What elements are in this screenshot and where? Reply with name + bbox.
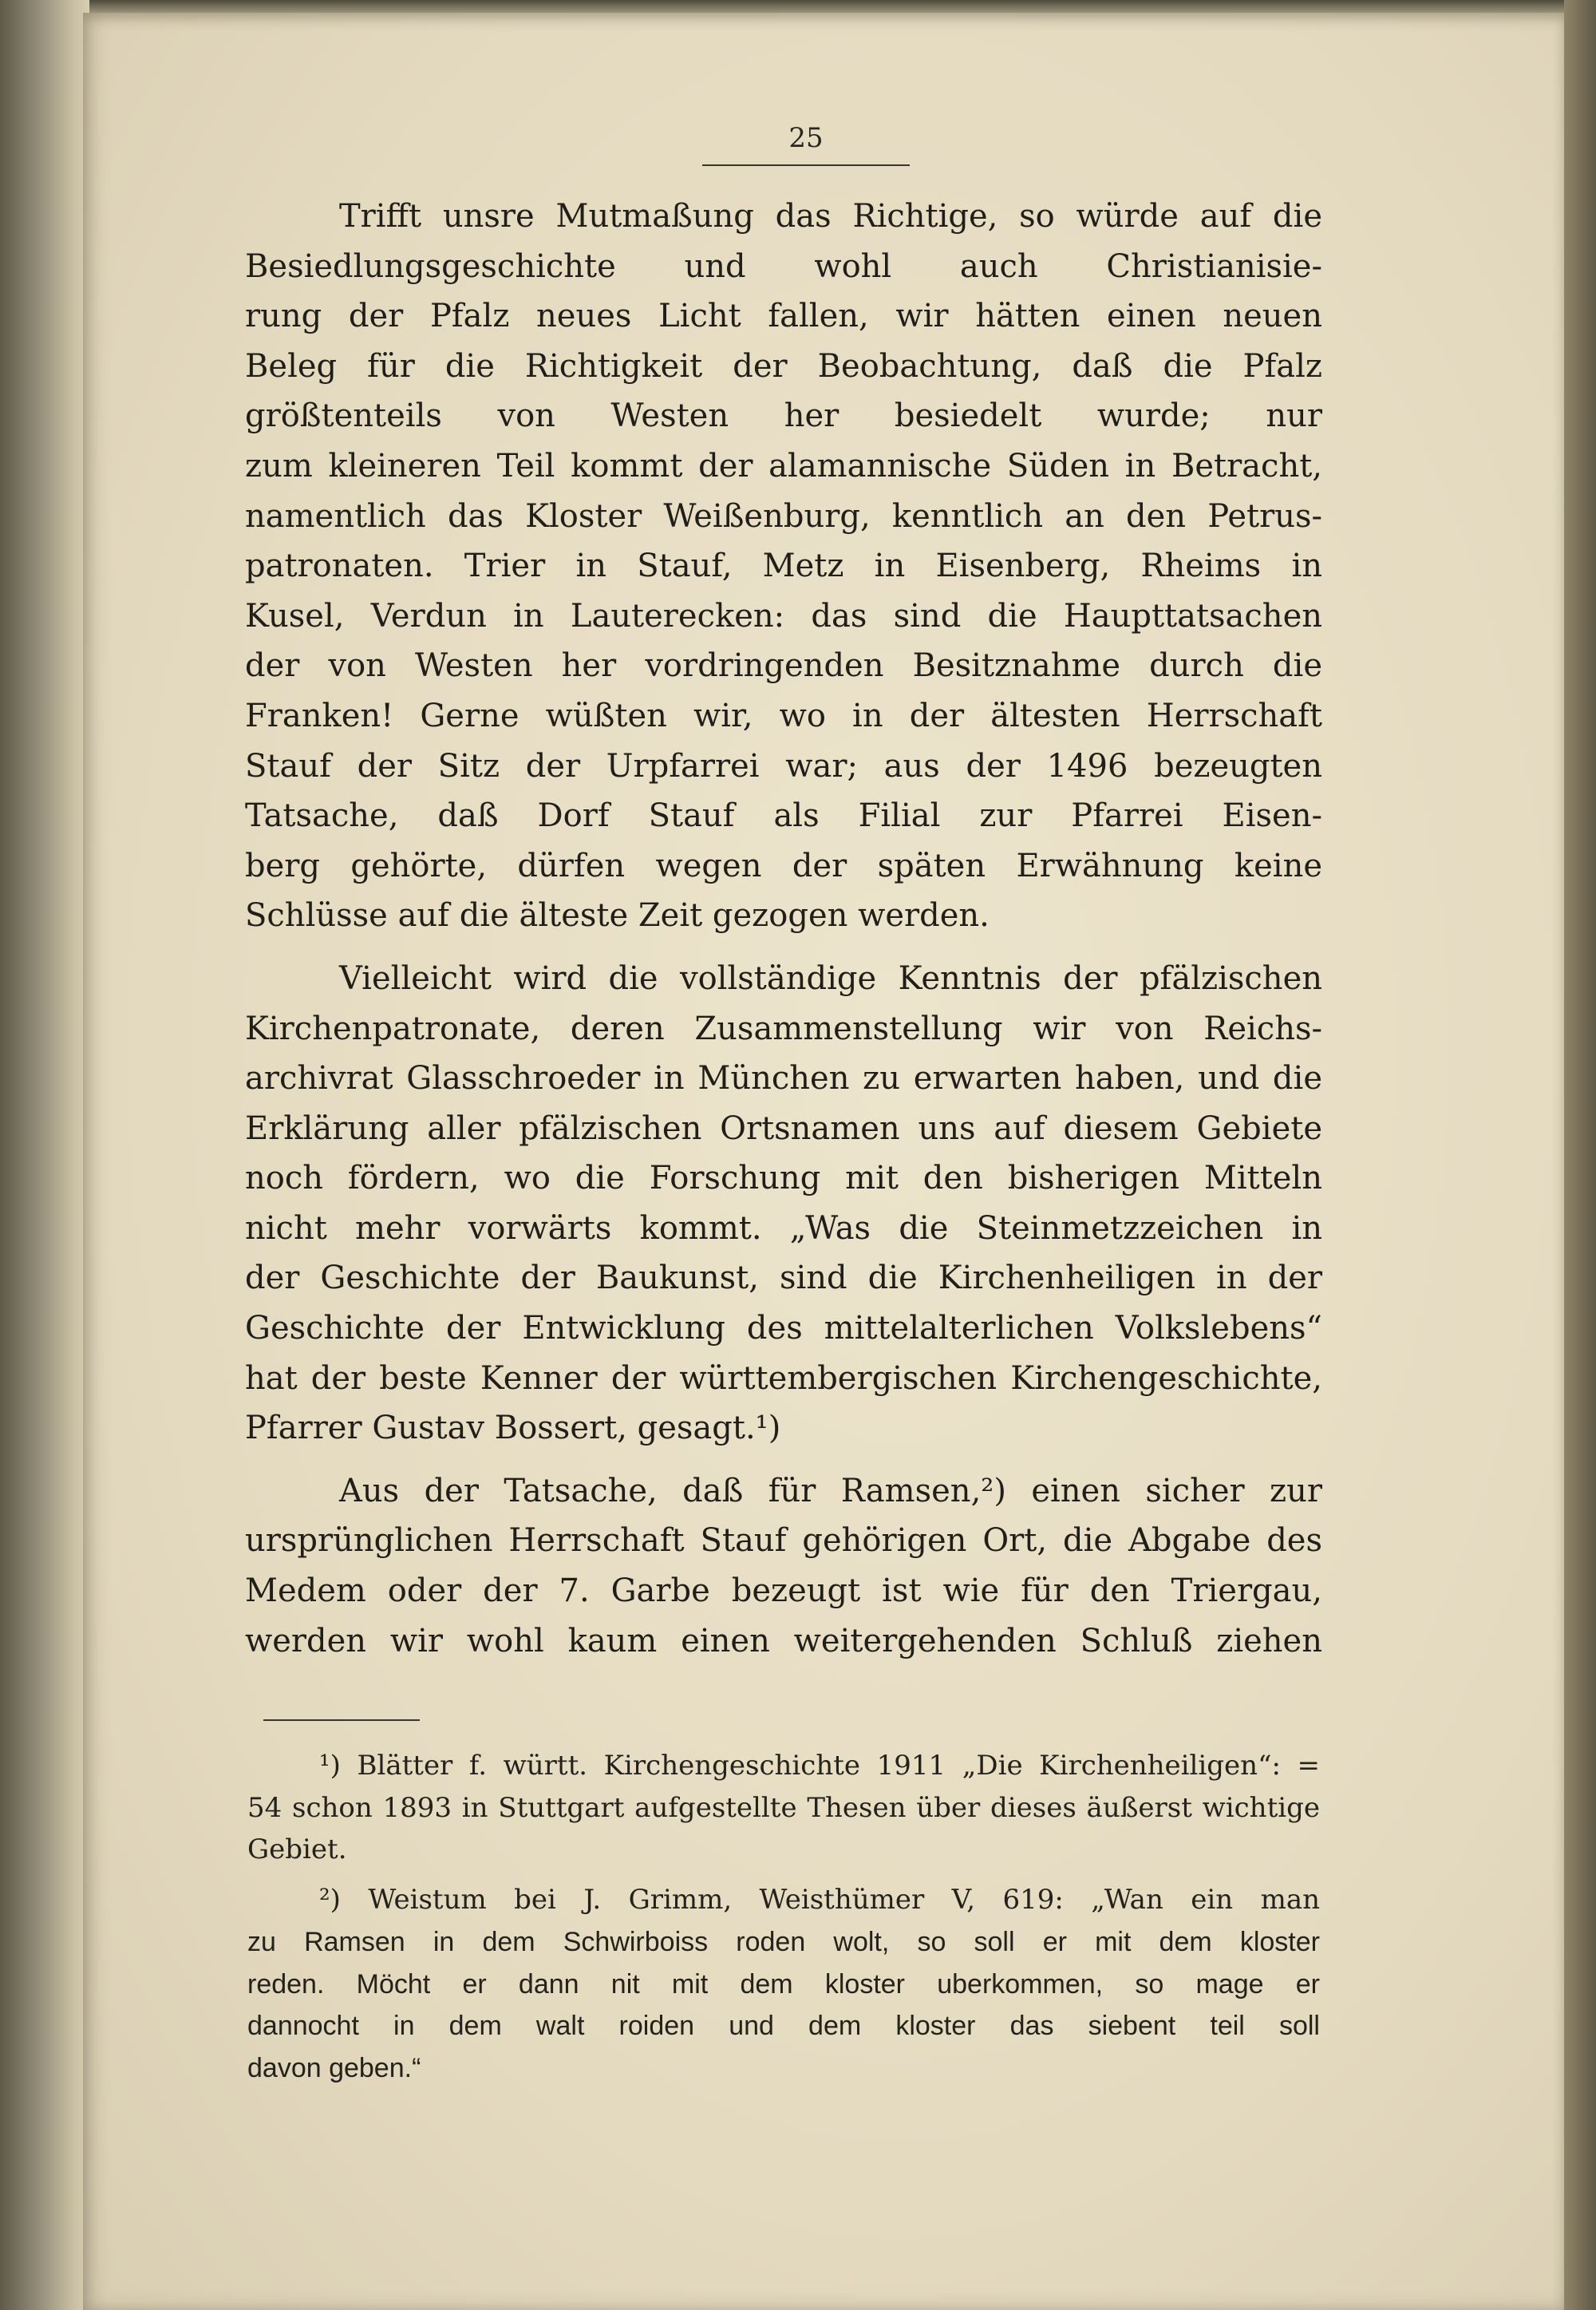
footnote-line: ²) Weistum bei J. Grimm, Weisthümer V, 619: „Wan ein man (319, 1884, 1320, 1916)
text-line: Tatsache, daß Dorf Stauf als Filial zur Pfarrei Eisen- (245, 797, 1322, 835)
text-line: Schlüsse auf die älteste Zeit gezogen werden. (245, 897, 990, 935)
paragraph-1 (245, 192, 1322, 941)
text-line: patronaten. Trier in Stauf, Metz in Eisenberg, Rheims in (245, 548, 1322, 585)
footnote-line: zu Ramsen in dem Schwirboiss roden wolt, so soll er mit dem kloster (247, 1926, 1320, 1957)
footnote-line: 54 schon 1893 in Stuttgart aufgestellte Thesen über dieses äußerst wichtige (247, 1791, 1320, 1824)
text-line: Kusel, Verdun in Lauterecken: das sind die Haupttatsachen (245, 597, 1322, 635)
text-line: Franken! Gerne wüßten wir, wo in der ältesten Herrschaft (245, 697, 1322, 734)
text-line: Trifft unsre Mutmaßung das Richtige, so würde auf die (339, 198, 1322, 235)
text-line: der Geschichte der Baukunst, sind die Kirchenheiligen in der (245, 1260, 1322, 1297)
text-line: nicht mehr vorwärts kommt. „Was die Steinmetzzeichen in (245, 1209, 1322, 1247)
text-line: ursprünglichen Herrschaft Stauf gehörigen Ort, die Abgabe des (245, 1522, 1322, 1560)
text-line: Pfarrer Gustav Bossert, gesagt.¹) (245, 1410, 781, 1447)
text-line: Kirchenpatronate, deren Zusammenstellung wir von Reichs- (245, 1010, 1322, 1047)
paragraph-3 (245, 1466, 1322, 1666)
text-line: rung der Pfalz neues Licht fallen, wir hätten einen neuen (245, 298, 1322, 335)
paragraph-2 (245, 954, 1322, 1454)
footnote-2 (247, 1879, 1320, 2090)
text-line: Aus der Tatsache, daß für Ramsen,²) einen sicher zur (339, 1472, 1322, 1509)
footnote-divider (263, 1719, 420, 1721)
text-line: hat der beste Kenner der württembergischen Kirchengeschichte, (245, 1359, 1322, 1397)
footnote-line: dannocht in dem walt roiden und dem kloster das siebent teil soll (247, 2011, 1320, 2042)
footnotes (247, 1745, 1320, 2098)
footnote-1 (247, 1745, 1320, 1871)
text-line: Besiedlungsgeschichte und wohl auch Christianisie- (245, 247, 1322, 285)
binding-edge (0, 0, 89, 2310)
footnote-line: ¹) Blätter f. württ. Kirchengeschichte 1911 „Die Kirchenheiligen“: = (319, 1750, 1320, 1782)
text-line: noch fördern, wo die Forschung mit den bisherigen Mitteln (245, 1160, 1322, 1197)
text-line: größtenteils von Westen her besiedelt wurde; nur (245, 398, 1322, 435)
text-line: archivrat Glasschroeder in München zu erwarten haben, und die (245, 1060, 1322, 1098)
text-line: Erklärung aller pfälzischen Ortsnamen uns auf diesem Gebiete (245, 1110, 1322, 1147)
text-line: der von Westen her vordringenden Besitznahme durch die (245, 647, 1322, 685)
text-line: zum kleineren Teil kommt der alamannische Süden in Betracht, (245, 447, 1322, 485)
text-line: Medem oder der 7. Garbe bezeugt ist wie für den Triergau, (245, 1572, 1322, 1610)
main-text (245, 192, 1322, 1666)
text-line: berg gehörte, dürfen wegen der späten Erwähnung keine (245, 847, 1322, 884)
footnote-line: davon geben.“ (247, 2052, 421, 2083)
text-line: Stauf der Sitz der Urpfarrei war; aus der 1496 bezeugten (245, 747, 1322, 785)
text-line: Geschichte der Entwicklung des mittelalterlichen Volkslebens“ (245, 1310, 1322, 1347)
text-line: namentlich das Kloster Weißenburg, kenntlich an den Petrus- (245, 497, 1322, 535)
text-line: Vielleicht wird die vollständige Kenntnis der pfälzischen (339, 959, 1322, 997)
text-line: Beleg für die Richtigkeit der Beobachtung, daß die Pfalz (245, 347, 1322, 385)
page-number: 25 (702, 117, 910, 166)
page-right-edge (1564, 0, 1596, 2310)
footnote-line: Gebiet. (247, 1833, 347, 1866)
text-line: werden wir wohl kaum einen weitergehenden Schluß ziehen (245, 1622, 1322, 1659)
footnote-line: reden. Möcht er dann nit mit dem kloster uberkommen, so mage er (247, 1968, 1320, 1999)
